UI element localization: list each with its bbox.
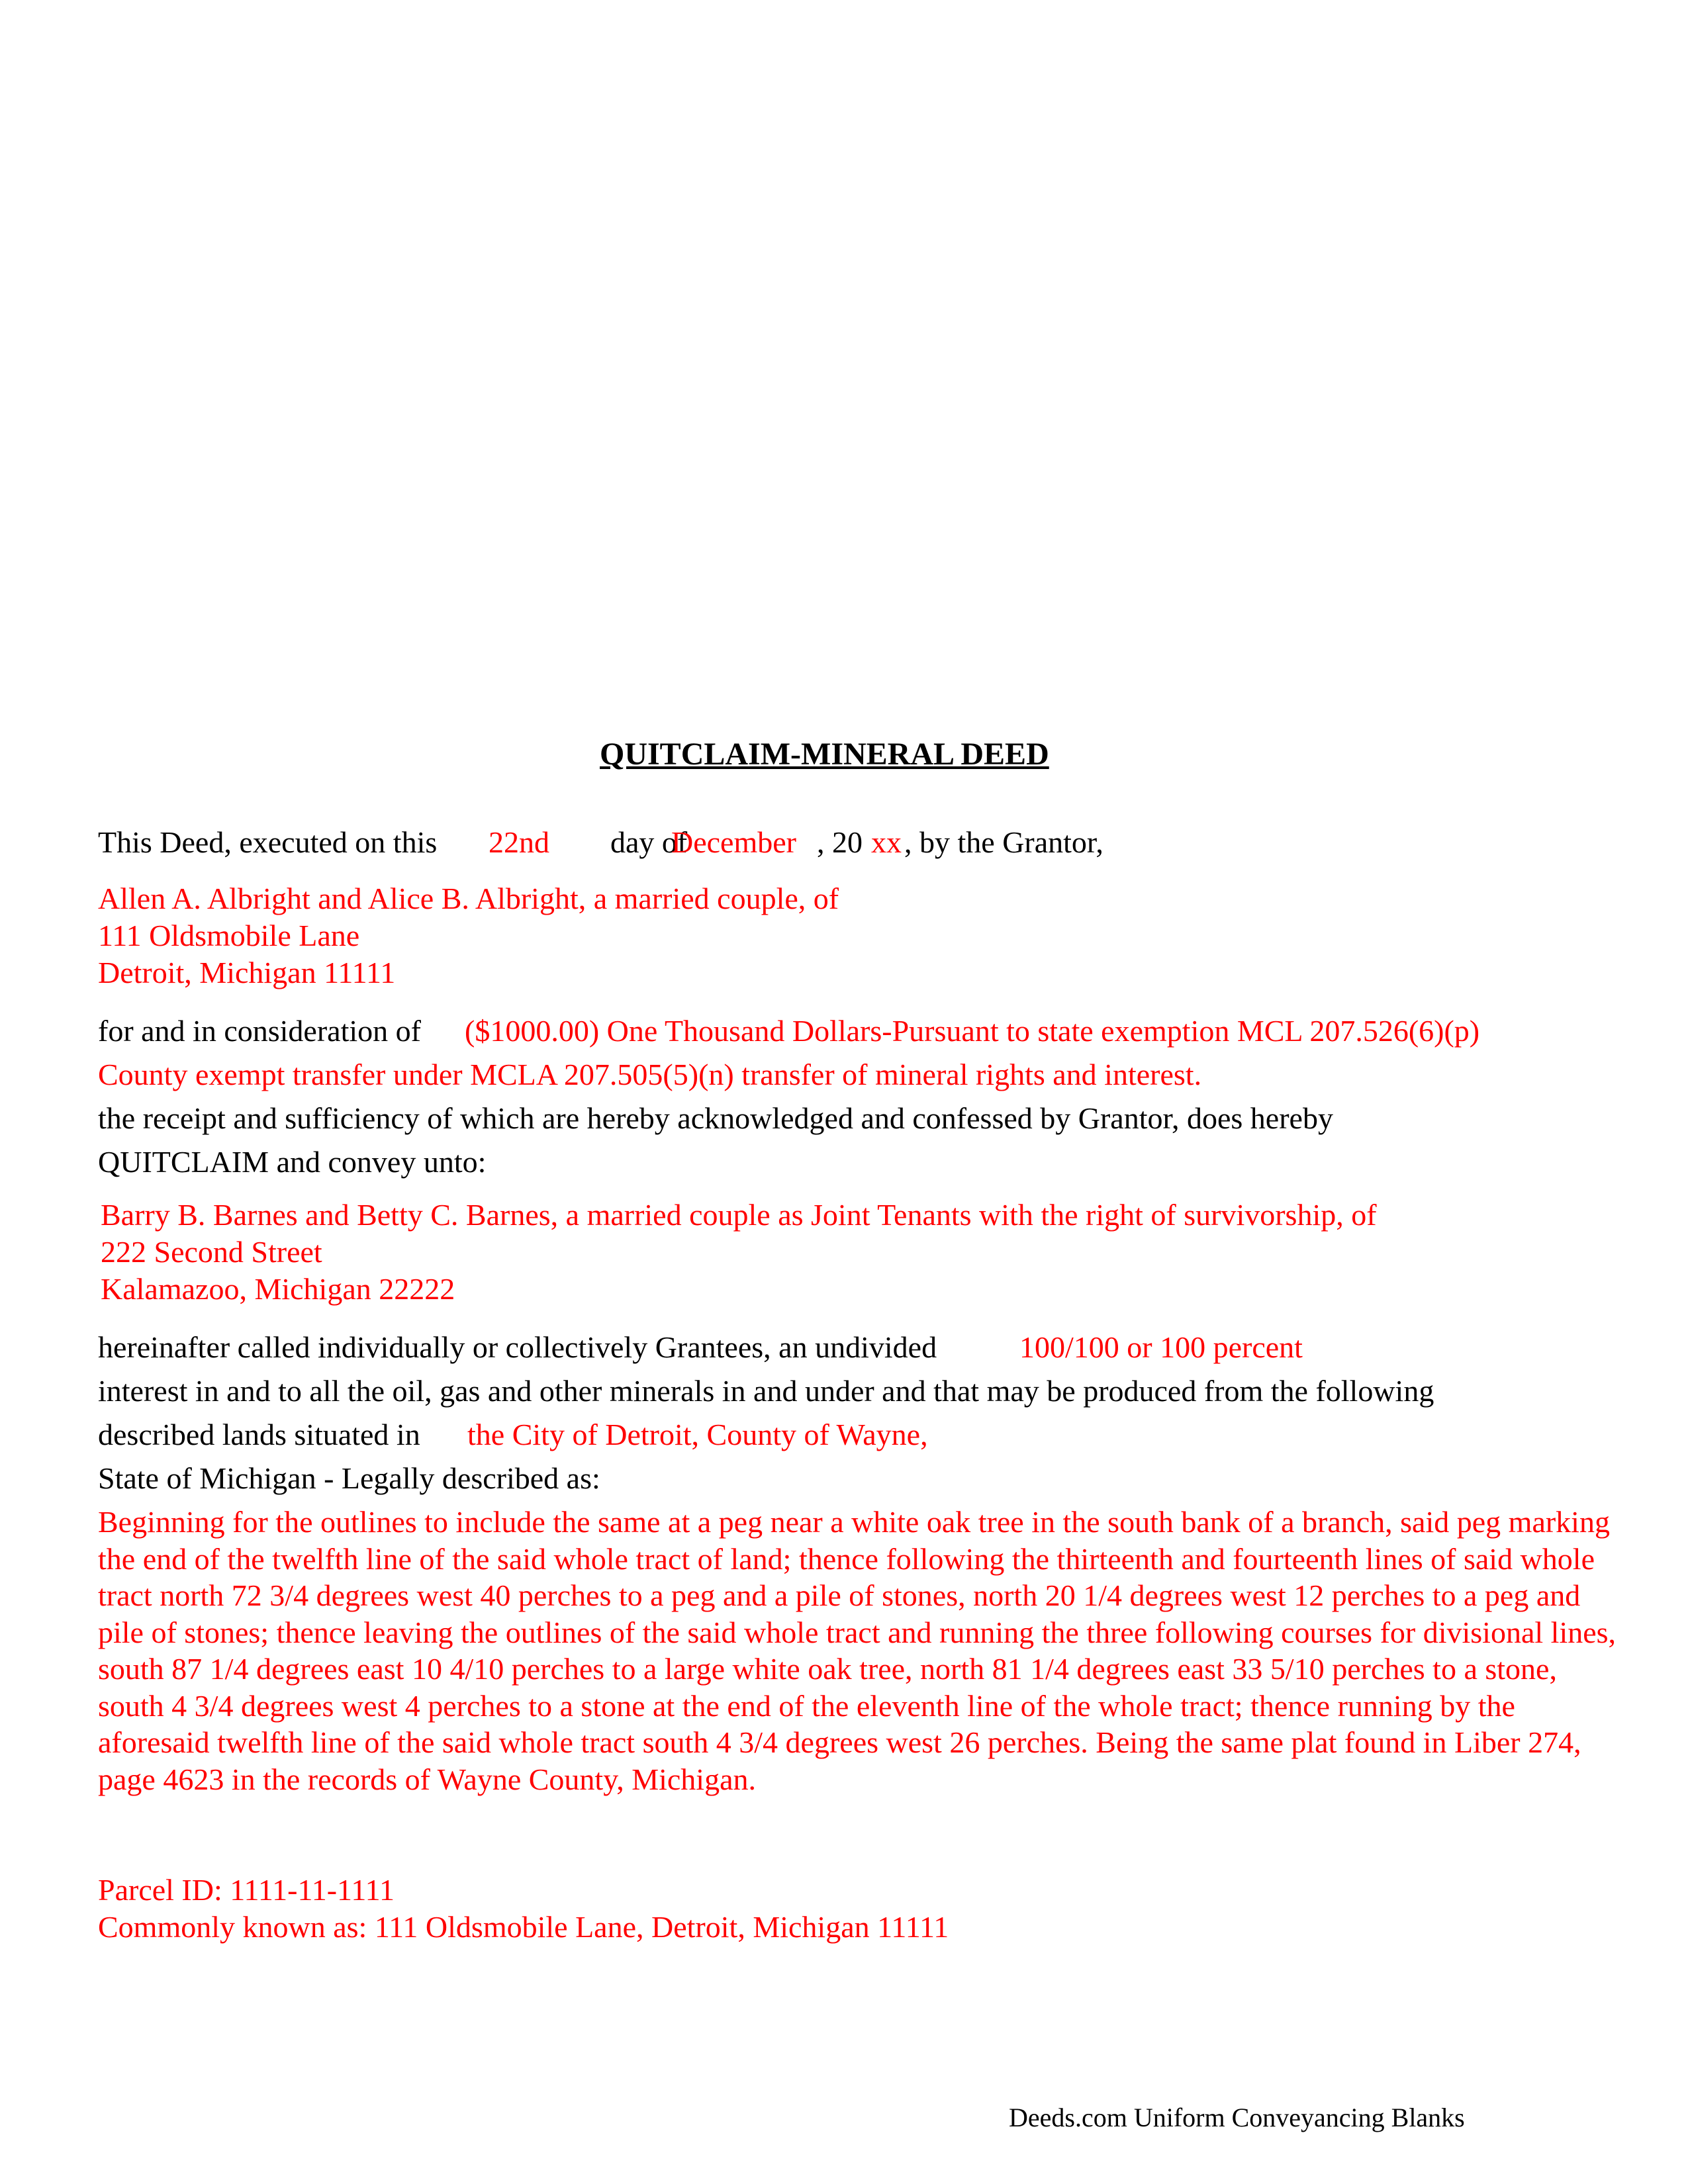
consideration-exemption: County exempt transfer under MCLA 207.505(5)(n) transfer of mineral rights and interest. bbox=[98, 1058, 1202, 1091]
interest-line2: interest in and to all the oil, gas and other minerals in and under and that may be produced from the following bbox=[98, 1374, 1434, 1408]
intro-year-prefix: , 20 bbox=[817, 825, 863, 859]
receipt-line2: QUITCLAIM and convey unto: bbox=[98, 1145, 487, 1179]
interest-line4: State of Michigan - Legally described as: bbox=[98, 1461, 600, 1495]
consideration-prefix: for and in consideration of bbox=[98, 1014, 421, 1048]
legal-description: Beginning for the outlines to include the same at a peg near a white oak tree in the south bank of a branch, said peg marking the end of the twelfth line of the said whole tract of land; thence following the thirteenth and fourteenth lines of said whole tract north 72 3/4 degrees west 40 perches to a peg and a pile of stones, north 20 1/4 degrees west 12 perches to a peg and pile of stones; thence leaving the outlines of the said whole tract and running the three following courses for divisional lines, south 87 1/4 degrees east 10 4/10 perches to a large white oak tree, north 81 1/4 degrees east 33 5/10 perches to a stone, south 4 3/4 degrees west 4 perches to a stone at the end of the eleventh line of the whole tract; thence running by the aforesaid twelfth line of the said whole tract south 4 3/4 degrees west 26 perches. Being the same plat found in Liber 274, page 4623 in the records of Wayne County, Michigan. bbox=[98, 1505, 1617, 1796]
grantor-name: Allen A. Albright and Alice B. Albright, a married couple, of bbox=[98, 882, 839, 915]
document-title: QUITCLAIM-MINERAL DEED bbox=[600, 737, 1049, 772]
deed-year-suffix: xx bbox=[871, 825, 902, 859]
consideration-amount: ($1000.00) One Thousand Dollars-Pursuant to state exemption MCL 207.526(6)(p) bbox=[465, 1014, 1480, 1048]
deed-month: December bbox=[671, 825, 796, 859]
property-location: the City of Detroit, County of Wayne, bbox=[467, 1418, 928, 1451]
grantee-address-line2: Kalamazoo, Michigan 22222 bbox=[101, 1272, 455, 1306]
interest-line3-prefix: described lands situated in bbox=[98, 1418, 420, 1451]
intro-day-of: day of bbox=[610, 825, 688, 859]
intro-suffix: , by the Grantor, bbox=[904, 825, 1103, 859]
footer-text: Deeds.com Uniform Conveyancing Blanks bbox=[1009, 2103, 1465, 2132]
commonly-known-as: Commonly known as: 111 Oldsmobile Lane, Detroit, Michigan 11111 bbox=[98, 1910, 949, 1944]
intro-prefix: This Deed, executed on this bbox=[98, 825, 438, 859]
grantor-address-line2: Detroit, Michigan 11111 bbox=[98, 956, 396, 989]
interest-amount: 100/100 or 100 percent bbox=[1019, 1330, 1303, 1364]
grantee-address-line1: 222 Second Street bbox=[101, 1235, 322, 1269]
parcel-id: Parcel ID: 1111-11-1111 bbox=[98, 1873, 395, 1907]
interest-prefix: hereinafter called individually or collectively Grantees, an undivided bbox=[98, 1330, 937, 1364]
deed-day: 22nd bbox=[489, 825, 549, 859]
grantor-address-line1: 111 Oldsmobile Lane bbox=[98, 919, 360, 952]
grantee-name: Barry B. Barnes and Betty C. Barnes, a married couple as Joint Tenants with the right of survivorship, of bbox=[101, 1198, 1377, 1232]
receipt-line1: the receipt and sufficiency of which are hereby acknowledged and confessed by Grantor, does hereby bbox=[98, 1101, 1333, 1135]
